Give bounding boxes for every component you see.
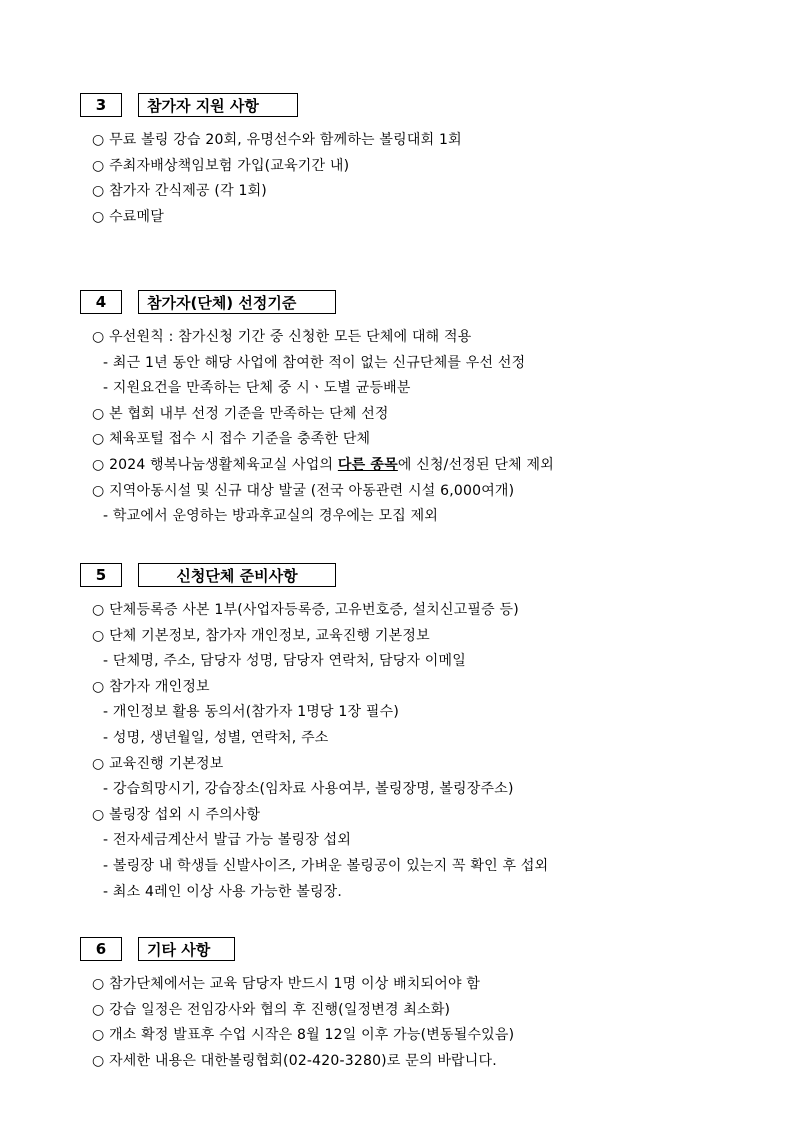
list-item: ○ 개소 확정 발표후 수업 시작은 8월 12일 이후 가능(변동될수있음) <box>92 1027 515 1044</box>
list-item: ○ 강습 일정은 전임강사와 협의 후 진행(일정변경 최소화) <box>92 1001 451 1018</box>
list-item: - 전자세금계산서 발급 가능 볼링장 섭외 <box>103 832 352 849</box>
exclusion-suffix: 에 신청/선정된 단체 제외 <box>397 456 554 473</box>
list-item: ○ 참가자 개인정보 <box>92 678 210 695</box>
list-item: ○ 자세한 내용은 대한볼링협회(02-420-3280)로 문의 바랍니다. <box>92 1052 497 1069</box>
list-item: ○ 주최자배상책임보험 가입(교육기간 내) <box>92 157 350 174</box>
section-number: 5 <box>80 563 122 587</box>
list-item: - 볼링장 내 학생들 신발사이즈, 가벼운 볼링공이 있는지 꼭 확인 후 섭외 <box>103 857 549 874</box>
list-item: - 단체명, 주소, 담당자 성명, 담당자 연락처, 담당자 이메일 <box>103 653 466 670</box>
list-item-exclusion <box>0 453 793 479</box>
list-item: ○ 지역아동시설 및 신규 대상 발굴 (전국 아동관련 시설 6,000여개) <box>92 482 515 499</box>
exclusion-prefix: ○ 2024 행복나눔생활체육교실 사업의 <box>92 456 338 473</box>
list-item: ○ 본 협회 내부 선정 기준을 만족하는 단체 선정 <box>92 405 389 422</box>
exclusion-emphasis: 다른 종목 <box>337 456 398 473</box>
section-5 <box>0 563 793 900</box>
list-item: ○ 무료 볼링 강습 20회, 유명선수와 함께하는 볼링대회 1회 <box>92 132 462 148</box>
list-item: ○ 참가단체에서는 교육 담당자 반드시 1명 이상 배치되어야 함 <box>92 976 481 992</box>
list-item: ○ 볼링장 섭외 시 주의사항 <box>92 806 261 823</box>
section-6 <box>0 937 793 1069</box>
list-item: - 성명, 생년월일, 성별, 연락처, 주소 <box>103 729 329 746</box>
section-items <box>0 972 793 1074</box>
list-item: - 강습희망시기, 강습장소(임차료 사용여부, 볼링장명, 볼링장주소) <box>103 781 514 798</box>
section-items <box>0 128 793 230</box>
list-item: ○ 참가자 간식제공 (각 1회) <box>92 183 267 200</box>
list-item: - 학교에서 운영하는 방과후교실의 경우에는 모집 제외 <box>103 508 439 525</box>
section-3 <box>0 93 793 225</box>
section-number: 3 <box>80 93 122 117</box>
section-title: 참가자(단체) 선정기준 <box>138 290 336 314</box>
section-items <box>0 598 793 905</box>
list-item: - 최소 4레인 이상 사용 가능한 볼링장. <box>103 883 343 900</box>
section-number: 6 <box>80 937 122 961</box>
list-item: ○ 수료메달 <box>92 208 164 225</box>
section-header <box>0 93 793 119</box>
list-item: - 지원요건을 만족하는 단체 중 시ㆍ도별 균등배분 <box>103 380 411 397</box>
section-title: 참가자 지원 사항 <box>138 93 298 117</box>
list-item: - 최근 1년 동안 해당 사업에 참여한 적이 없는 신규단체를 우선 선정 <box>103 354 526 371</box>
section-number: 4 <box>80 290 122 314</box>
section-header <box>0 937 793 963</box>
list-item: ○ 교육진행 기본정보 <box>92 755 224 772</box>
section-4 <box>0 290 793 525</box>
list-item: ○ 체육포털 접수 시 접수 기준을 충족한 단체 <box>92 431 371 448</box>
list-item: ○ 단체등록증 사본 1부(사업자등록증, 고유번호증, 설치신고필증 등) <box>92 602 519 618</box>
section-header <box>0 290 793 316</box>
section-header <box>0 563 793 589</box>
section-title: 신청단체 준비사항 <box>138 563 336 587</box>
section-title: 기타 사항 <box>138 937 235 961</box>
list-item: ○ 우선원칙 : 참가신청 기간 중 신청한 모든 단체에 대해 적용 <box>92 329 472 345</box>
section-items <box>0 325 793 530</box>
list-item: - 개인정보 활용 동의서(참가자 1명당 1장 필수) <box>103 704 399 721</box>
list-item: ○ 단체 기본정보, 참가자 개인정보, 교육진행 기본정보 <box>92 627 430 644</box>
